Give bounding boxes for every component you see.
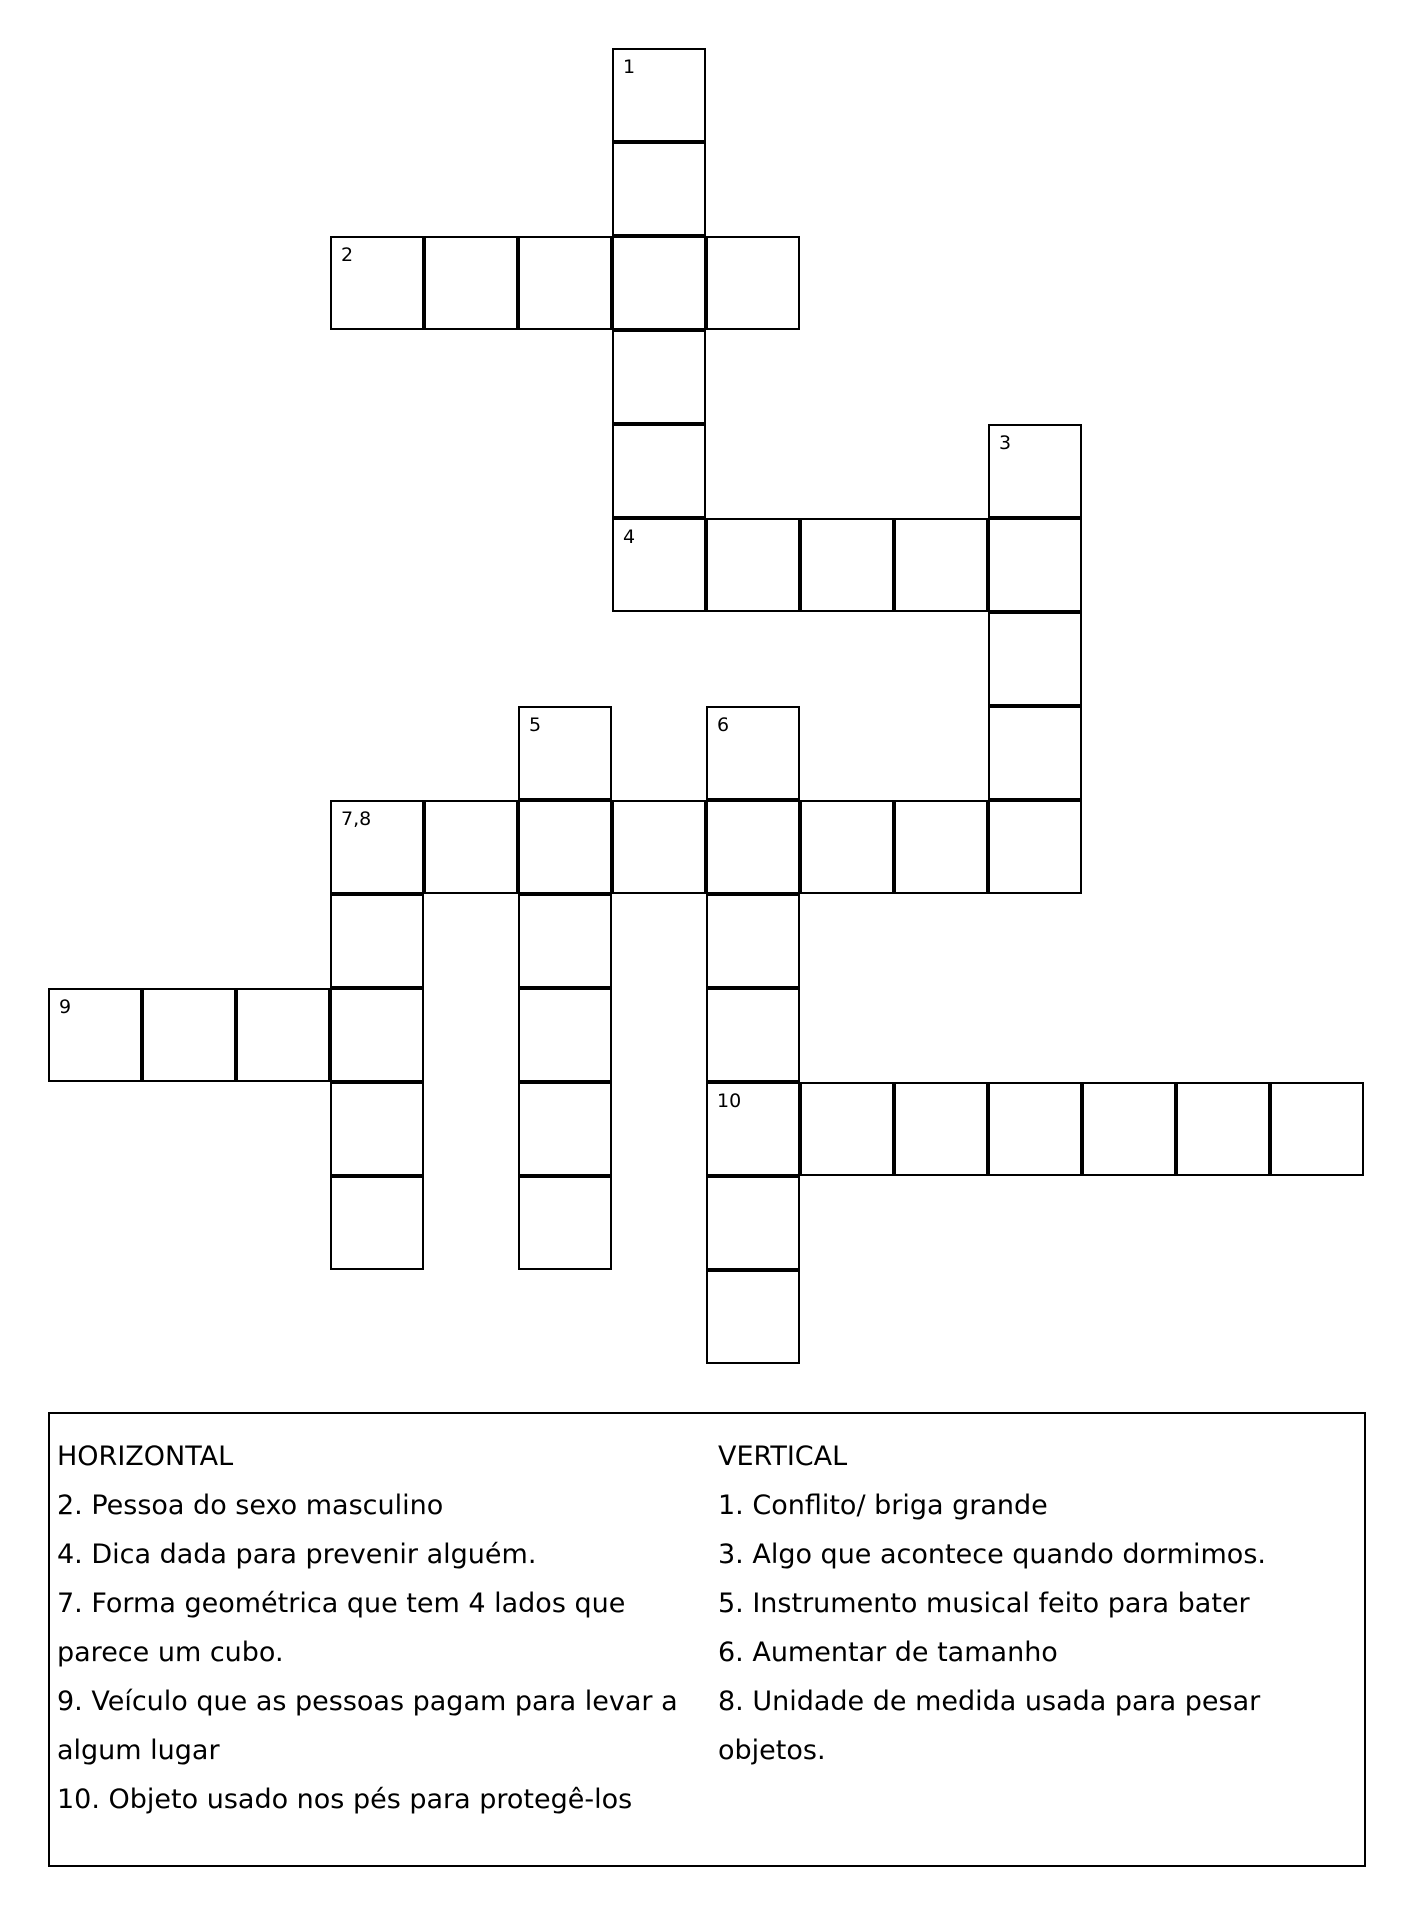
crossword-cell[interactable] (518, 706, 612, 800)
vertical-clue-line: 5. Instrumento musical feito para bater (718, 1588, 1250, 1619)
crossword-cell[interactable] (988, 518, 1082, 612)
clue-number: 6 (717, 714, 730, 736)
crossword-cell[interactable] (330, 236, 424, 330)
crossword-cell[interactable] (612, 236, 706, 330)
crossword-cell[interactable] (706, 988, 800, 1082)
crossword-cell[interactable] (518, 988, 612, 1082)
horizontal-clue-line: 2. Pessoa do sexo masculino (57, 1490, 444, 1521)
crossword-cell[interactable] (330, 1082, 424, 1176)
clues-box (48, 1412, 1366, 1867)
crossword-cell[interactable] (800, 1082, 894, 1176)
horizontal-clues (57, 1432, 697, 1824)
crossword-cell[interactable] (518, 1176, 612, 1270)
crossword-cell[interactable] (612, 424, 706, 518)
crossword-cell[interactable] (612, 518, 706, 612)
crossword-cell[interactable] (1082, 1082, 1176, 1176)
crossword-cell[interactable] (988, 800, 1082, 894)
crossword-cell[interactable] (706, 518, 800, 612)
crossword-cell[interactable] (800, 800, 894, 894)
crossword-cell[interactable] (894, 1082, 988, 1176)
clue-number: 10 (717, 1090, 742, 1112)
crossword-cell[interactable] (706, 800, 800, 894)
crossword-cell[interactable] (988, 706, 1082, 800)
vertical-clue-line: 1. Conflito/ briga grande (718, 1490, 1048, 1521)
crossword-cell[interactable] (1270, 1082, 1364, 1176)
crossword-cell[interactable] (894, 518, 988, 612)
horizontal-clue-line: 10. Objeto usado nos pés para protegê-los (57, 1784, 633, 1815)
crossword-cell[interactable] (988, 1082, 1082, 1176)
crossword-cell[interactable] (706, 1082, 800, 1176)
crossword-cell[interactable] (706, 1176, 800, 1270)
crossword-cell[interactable] (518, 894, 612, 988)
vertical-clue-line: 6. Aumentar de tamanho (718, 1637, 1058, 1668)
clue-number: 4 (623, 526, 636, 548)
clue-number: 3 (999, 432, 1012, 454)
crossword-cell[interactable] (48, 988, 142, 1082)
clue-number: 5 (529, 714, 542, 736)
crossword-cell[interactable] (612, 330, 706, 424)
vertical-clues (718, 1432, 1358, 1775)
crossword-cell[interactable] (894, 800, 988, 894)
crossword-cell[interactable] (1176, 1082, 1270, 1176)
crossword-cell[interactable] (706, 236, 800, 330)
crossword-cell[interactable] (518, 236, 612, 330)
vertical-clue-line: 3. Algo que acontece quando dormimos. (718, 1539, 1266, 1570)
crossword-cell[interactable] (800, 518, 894, 612)
crossword-cell[interactable] (612, 48, 706, 142)
crossword-cell[interactable] (988, 424, 1082, 518)
crossword-cell[interactable] (706, 894, 800, 988)
horizontal-clue-line: algum lugar (57, 1735, 220, 1766)
horizontal-clue-line: 4. Dica dada para prevenir alguém. (57, 1539, 537, 1570)
crossword-cell[interactable] (612, 142, 706, 236)
crossword-cell[interactable] (330, 800, 424, 894)
horizontal-clue-line: parece um cubo. (57, 1637, 284, 1668)
vertical-heading: VERTICAL (718, 1441, 848, 1472)
clue-number: 7,8 (341, 808, 372, 830)
clue-number: 2 (341, 244, 354, 266)
crossword-cell[interactable] (612, 800, 706, 894)
crossword-cell[interactable] (424, 236, 518, 330)
clue-number: 9 (59, 996, 72, 1018)
crossword-cell[interactable] (518, 1082, 612, 1176)
clue-number: 1 (623, 56, 636, 78)
crossword-cell[interactable] (330, 988, 424, 1082)
crossword-cell[interactable] (424, 800, 518, 894)
crossword-cell[interactable] (706, 1270, 800, 1364)
horizontal-heading: HORIZONTAL (57, 1441, 234, 1472)
horizontal-clue-line: 7. Forma geométrica que tem 4 lados que (57, 1588, 626, 1619)
crossword-cell[interactable] (142, 988, 236, 1082)
crossword-cell[interactable] (706, 706, 800, 800)
horizontal-clue-line: 9. Veículo que as pessoas pagam para levar a (57, 1686, 678, 1717)
crossword-cell[interactable] (988, 612, 1082, 706)
vertical-clue-line: 8. Unidade de medida usada para pesar (718, 1686, 1261, 1717)
crossword-cell[interactable] (236, 988, 330, 1082)
crossword-cell[interactable] (330, 894, 424, 988)
vertical-clue-line: objetos. (718, 1735, 826, 1766)
crossword-cell[interactable] (518, 800, 612, 894)
crossword-cell[interactable] (330, 1176, 424, 1270)
